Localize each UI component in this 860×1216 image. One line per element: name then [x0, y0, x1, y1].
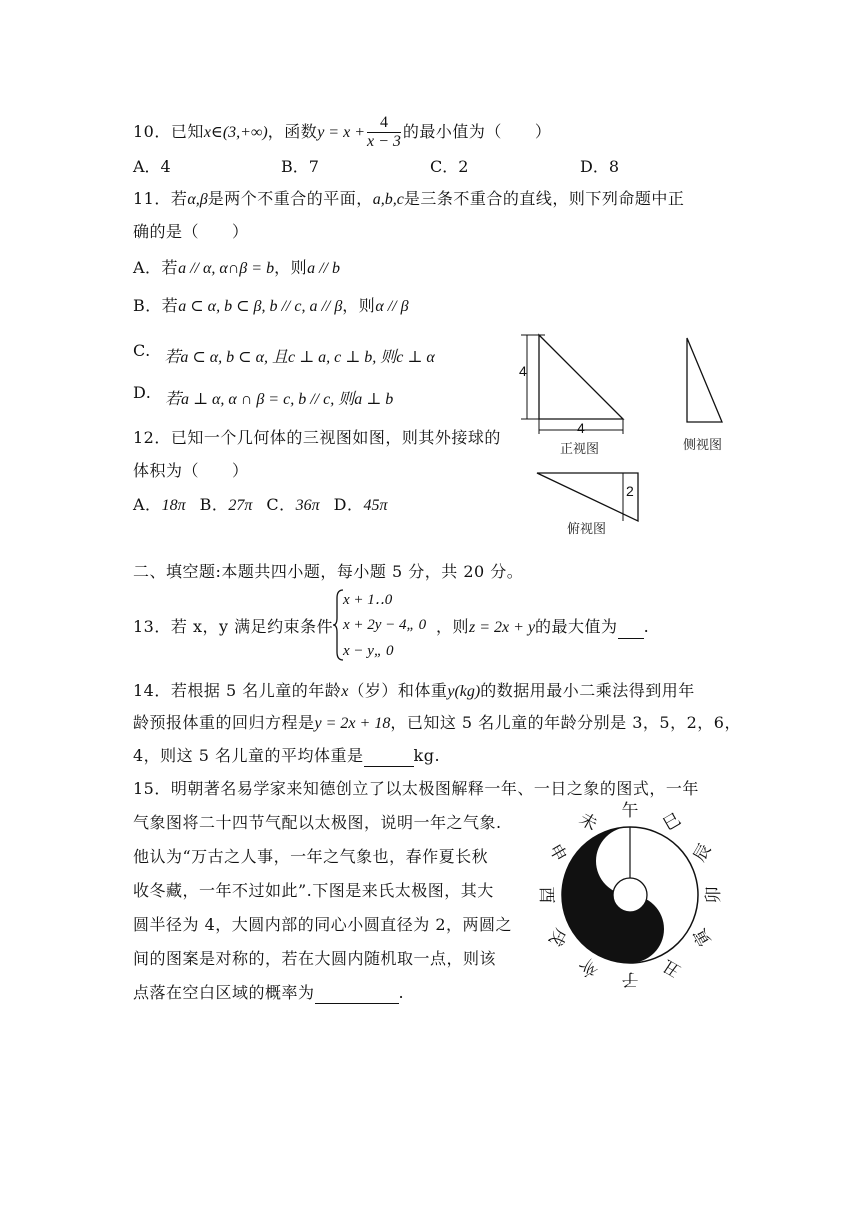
zodiac-char: 午 [621, 801, 639, 821]
question-14-line3: 4，则这 5 名儿童的平均体重是 kg. [133, 746, 441, 765]
q11-option-d: D. 若a ⊥ α, α ∩ β = c, b // c, 则a ⊥ b [133, 383, 394, 408]
constraint-3: x − y„ 0 [343, 643, 394, 659]
question-15-line4: 收冬藏，一年不过如此”.下图是来氏太极图，其大 [133, 881, 494, 900]
side-view-caption: 侧视图 [683, 438, 723, 453]
answer-blank[interactable] [618, 638, 644, 639]
top-view-caption: 俯视图 [567, 522, 607, 537]
question-15-line5: 圆半径为 4，大圆内部的同心小圆直径为 2，两圆之 [133, 915, 513, 934]
question-15-line6: 间的图案是对称的，若在大圆内随机取一点，则该 [133, 949, 497, 968]
q12-options: A．18π B．27π C．36π D．45π [133, 495, 388, 514]
zodiac-char: 卯 [704, 886, 724, 904]
zodiac-char: 戌 [544, 924, 571, 950]
front-width-label: 4 [577, 420, 585, 436]
question-15-line3: 他认为“万古之人事，一年之气象也，春作夏长秋 [133, 847, 489, 866]
q11-option-a: A．若a // α, α∩β = b，则a // b [133, 258, 340, 277]
zodiac-char: 子 [621, 969, 639, 989]
zodiac-char: 辰 [689, 840, 716, 866]
zodiac-char: 申 [544, 840, 571, 866]
question-12-stem-line2: 体积为（ ） [133, 461, 249, 480]
question-13-stem: 13．若 x，y 满足约束条件 [133, 617, 334, 636]
q10-option-a: A．4 [133, 157, 171, 176]
front-view-caption: 正视图 [560, 442, 600, 457]
question-15-line1: 15．明朝著名易学家来知德创立了以太极图解释一年、一日之象的图式，一年 [133, 779, 699, 798]
question-12-stem: 12．已知一个几何体的三视图如图，则其外接球的 [133, 428, 501, 447]
q10-option-d: D．8 [580, 157, 620, 176]
zodiac-char: 酉 [536, 886, 556, 904]
fraction: $\frac{4}{x - 3}$ [367, 114, 401, 150]
zodiac-char: 巳 [659, 809, 685, 836]
taiji-diagram [530, 795, 730, 995]
constraint-1: x + 1‥0 [343, 592, 393, 608]
section-2-title: 二、填空题:本题共四小题，每小题 5 分，共 20 分。 [133, 562, 524, 581]
question-14-line2: 龄预报体重的回归方程是y = 2x + 18，已知这 5 名儿童的年龄分别是 3，5，2，6， [133, 713, 741, 732]
zodiac-char: 寅 [689, 924, 716, 950]
answer-blank[interactable] [315, 1003, 399, 1004]
q11-option-c: C. 若a ⊂ α, b ⊂ α, 且c ⊥ a, c ⊥ b, 则c ⊥ α [133, 341, 435, 366]
question-11-stem: 11．若α,β是两个不重合的平面，a,b,c是三条不重合的直线，则下列命题中正 [133, 189, 685, 208]
q12-option-a: 18π [161, 497, 186, 514]
q10-option-c: C．2 [430, 157, 469, 176]
zodiac-char: 亥 [575, 954, 601, 981]
q11-option-b: B．若a ⊂ α, b ⊂ β, b // c, a // β，则α // β [133, 296, 409, 315]
question-15-line7: 点落在空白区域的概率为 . [133, 983, 405, 1002]
question-15-line2: 气象图将二十四节气配以太极图，说明一年之气象. [133, 813, 502, 832]
taiji-inner-circle [613, 878, 647, 912]
zodiac-char: 丑 [659, 954, 685, 981]
q12-option-c: 36π [295, 497, 320, 514]
question-10-stem: 10．已知x∈(3,+∞)，函数y = x + $\frac{4}{x - 3}$ 的最小值为（ ） [133, 114, 552, 150]
q10-option-b: B．7 [281, 157, 319, 176]
answer-blank[interactable] [364, 766, 414, 767]
question-13-tail: ，则z = 2x + y的最大值为 . [436, 616, 649, 639]
q12-option-d: 45π [363, 497, 388, 514]
front-view-shape [539, 335, 623, 419]
q12-option-b: 27π [228, 497, 253, 514]
side-view-shape [687, 338, 722, 422]
question-11-stem-line2: 确的是（ ） [133, 222, 249, 241]
constraint-2: x + 2y − 4„ 0 [343, 617, 427, 633]
question-14-line1: 14．若根据 5 名儿童的年龄x（岁）和体重y(kg)的数据用最小二乘法得到用年 [133, 681, 695, 700]
zodiac-char: 未 [575, 809, 601, 836]
front-height-label: 4 [519, 363, 527, 379]
top-depth-label: 2 [626, 483, 634, 499]
